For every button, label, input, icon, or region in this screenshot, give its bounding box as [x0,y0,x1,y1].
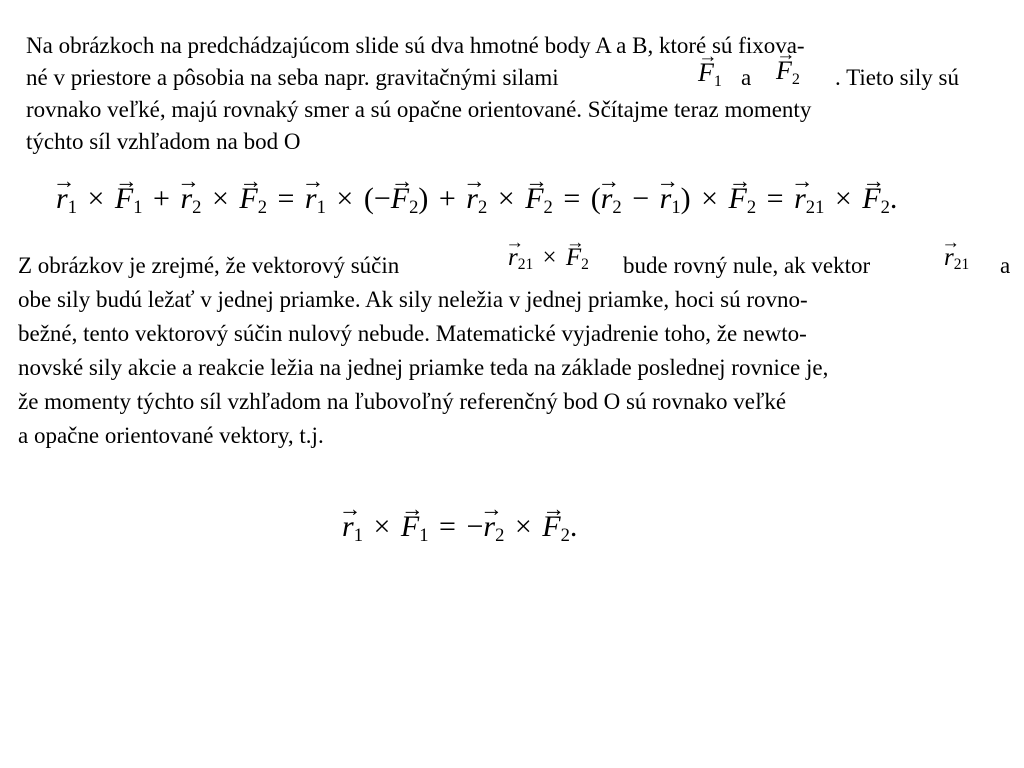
equation-moments-opposite: → r1 × → F1 = −→ r2 × → F2. [342,510,577,544]
paragraph1-line2 [26,63,559,93]
paragraph2-line1-end: a [1000,253,1011,278]
inline-r21: → r21 [944,244,969,272]
paragraph1-line2-end: . Tieto sily sú [835,65,959,90]
inline-F2: → F2 [776,56,800,86]
paragraph2-line6: a opačne orientované vektory, t.j. [18,423,324,448]
paragraph2-line1-middle: bude rovný nule, ak vektor [623,253,871,278]
paragraph2-line4: novské sily akcie a reakcie ležia na jednej priamke teda na základe poslednej rovnice je, [18,355,829,380]
paragraph2-line2: obe sily budú ležať v jednej priamke. Ak sily neležia v jednej priamke, hoci sú rovno- [18,287,808,312]
paragraph1-line4: týchto síl vzhľadom na bod O [26,129,301,154]
paragraph1-line3: rovnako veľké, majú rovnaký smer a sú opačne orientované. Sčítajme teraz momenty [26,97,812,122]
paragraph2-line3: bežné, tento vektorový súčin nulový nebude. Matematické vyjadrenie toho, že newto- [18,321,807,346]
paragraph2-line5: že momenty týchto síl vzhľadom na ľubovoľný referenčný bod O sú rovnako veľké [18,389,787,414]
paragraph1-line2-and: a [741,65,752,90]
paragraph1-line1: Na obrázkoch na predchádzajúcom slide sú dva hmotné body A a B, ktoré sú fixova- [26,33,805,58]
inline-r21-cross-F2: → r21 × → F2 [508,244,589,272]
paragraph2-line1: Z obrázkov je zrejmé, že vektorový súčin [18,253,400,278]
inline-F1: → F1 [698,58,722,88]
paragraph1-line2-text-a: né v priestore a pôsobia na seba napr. gravitačnými silami [26,65,559,90]
equation-moment-sum: → r1 × → F1 + → r2 × → F2 = → r1 × (−→ F2) + → r2 × → F2 = (→ r2 − → r1) × → F2 = → r21 × → F2. [56,182,897,216]
